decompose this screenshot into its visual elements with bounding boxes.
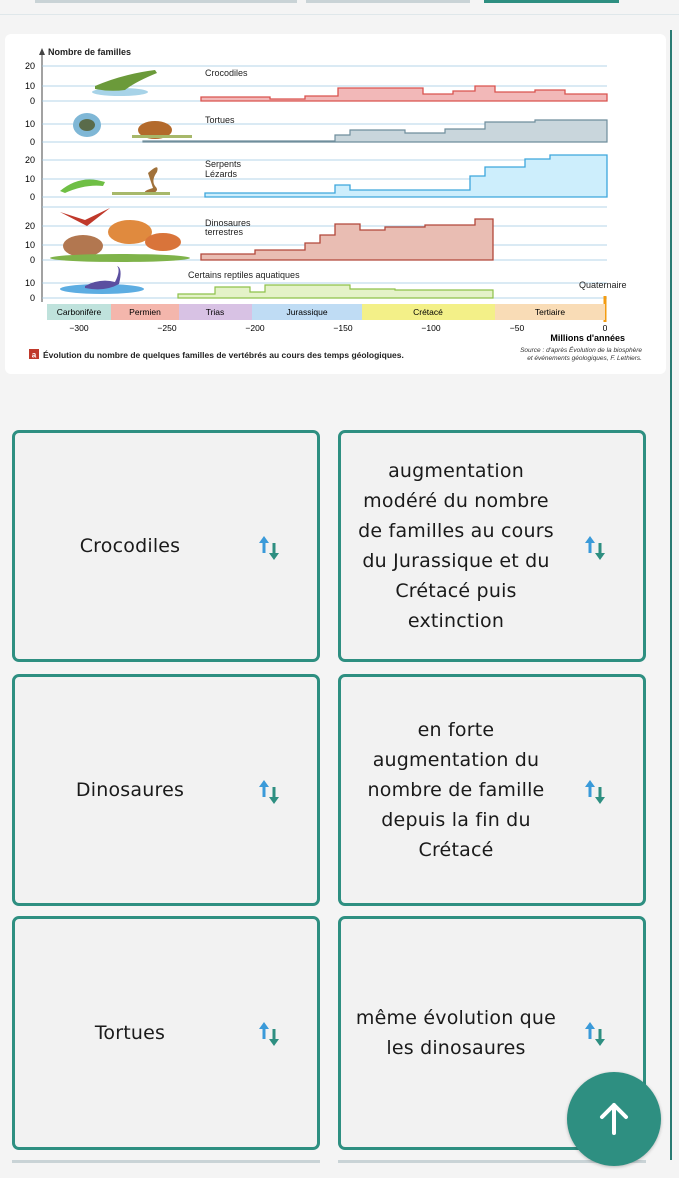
card-label: même évolution que les dinosaures <box>355 1007 557 1059</box>
time-tick: −200 <box>245 323 265 333</box>
tick-label: 10 <box>24 278 35 288</box>
dinosaures-label: Dinosaures <box>205 218 251 228</box>
period-label: Jurassique <box>286 307 328 317</box>
top-bar <box>0 0 679 15</box>
card-label: Dinosaures <box>75 779 185 801</box>
tick-label: 10 <box>24 174 35 184</box>
tick-label: 10 <box>24 81 35 91</box>
left-draggable-card[interactable] <box>12 430 320 662</box>
tortues-label: Tortues <box>205 115 235 125</box>
tick-label: 10 <box>24 119 35 129</box>
dinosaurs-illustration <box>50 208 190 262</box>
card-label: augmentation modéré du nombre de familles au cours du Jurassique et du Crétacé puis extinction <box>358 460 554 632</box>
crocodiles-series <box>201 86 607 101</box>
tick-label: 20 <box>24 221 35 231</box>
quaternary-label: Quaternaire <box>579 280 627 290</box>
tick-label: 20 <box>24 61 35 71</box>
period-label: Permien <box>129 307 161 317</box>
card-label: Crocodiles <box>79 535 181 557</box>
aquatiques-series <box>178 285 493 298</box>
source-line: et événements géologiques, F. Lethiers. <box>527 355 642 362</box>
aquatic-reptile-illustration <box>60 266 144 294</box>
sort-arrows-icon[interactable] <box>584 534 606 562</box>
tick-label: 0 <box>29 293 35 303</box>
left-draggable-card[interactable] <box>12 674 320 906</box>
period-label: Crétacé <box>413 307 443 317</box>
page-border <box>670 30 672 1178</box>
serpents-label: Serpents <box>205 159 242 169</box>
period-label: Tertiaire <box>534 307 566 317</box>
time-tick: −300 <box>69 323 89 333</box>
sort-arrows-icon[interactable] <box>584 778 606 806</box>
terrestres-label: terrestres <box>205 227 244 237</box>
tick-label: 0 <box>29 137 35 147</box>
aquatiques-label: Certains reptiles aquatiques <box>188 270 300 280</box>
top-tab-edge <box>35 0 297 3</box>
caption-badge: a <box>31 350 37 360</box>
tick-label: 0 <box>29 192 35 202</box>
evolution-figure <box>5 34 666 374</box>
tick-label: 0 <box>29 255 35 265</box>
tick-label: 10 <box>24 240 35 250</box>
period-label: Trias <box>205 307 225 317</box>
card-label: en forte augmentation du nombre de famille depuis la fin du Crétacé <box>367 719 545 861</box>
time-tick: −150 <box>333 323 353 333</box>
tick-label: 20 <box>24 155 35 165</box>
scroll-to-top-button[interactable] <box>567 1072 661 1166</box>
left-draggable-card[interactable] <box>12 916 320 1150</box>
next-card-edge <box>12 1160 320 1163</box>
tortoise-illustration <box>73 113 192 139</box>
sort-arrows-icon[interactable] <box>584 1020 606 1048</box>
tick-label: 0 <box>29 96 35 106</box>
y-axis-arrow <box>39 48 45 55</box>
sort-arrows-icon[interactable] <box>258 534 280 562</box>
y-axis-title: Nombre de familles <box>48 47 132 57</box>
time-axis-title: Millions d'années <box>550 333 625 343</box>
bottom-edge <box>0 1160 679 1178</box>
right-draggable-card[interactable] <box>338 430 646 662</box>
sort-arrows-icon[interactable] <box>258 1020 280 1048</box>
period-label: Carbonifère <box>56 307 102 317</box>
time-tick: −100 <box>421 323 441 333</box>
source-line: Source : d'après Évolution de la biosphère <box>520 347 642 354</box>
crocodiles-label: Crocodiles <box>205 68 248 78</box>
lizard-snake-illustration <box>60 167 170 195</box>
top-tab-edge <box>306 0 470 3</box>
arrow-up-icon <box>594 1099 634 1139</box>
lezards-label: Lézards <box>205 169 238 179</box>
figure-caption: Évolution du nombre de quelques familles de vertébrés au cours des temps géologiques. <box>43 350 404 360</box>
crocodile-illustration <box>92 70 157 96</box>
top-tab-edge-active <box>484 0 619 3</box>
card-label: Tortues <box>94 1022 166 1044</box>
time-tick: −50 <box>509 323 525 333</box>
serpents-lezards-series <box>205 155 607 197</box>
time-tick: 0 <box>602 323 608 333</box>
sort-arrows-icon[interactable] <box>258 778 280 806</box>
time-tick: −250 <box>157 323 177 333</box>
right-draggable-card[interactable] <box>338 674 646 906</box>
